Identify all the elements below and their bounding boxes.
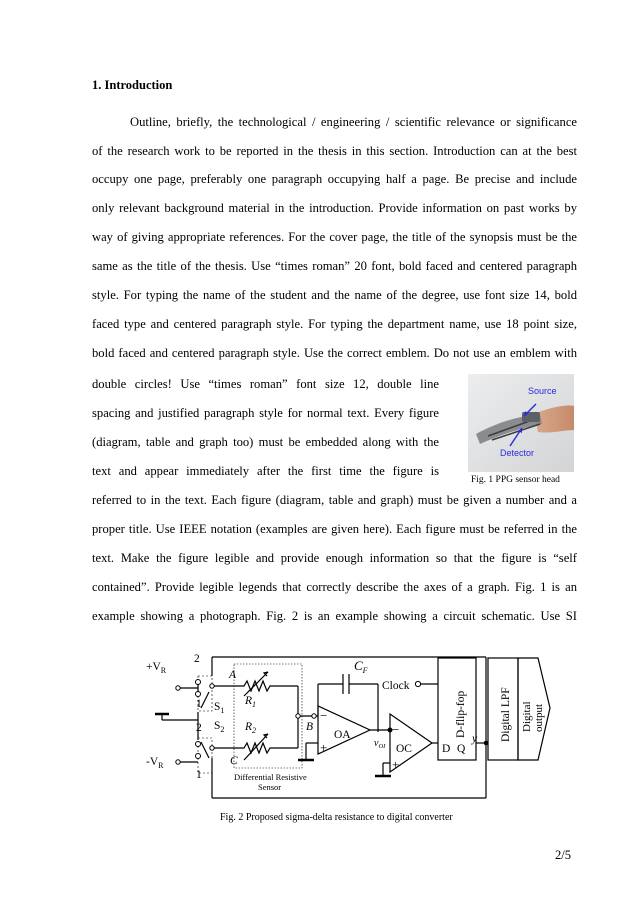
detector-label: Detector xyxy=(500,448,535,458)
section-heading: 1. Introduction xyxy=(92,78,173,92)
oc-minus: − xyxy=(392,722,400,737)
vo-label xyxy=(374,738,386,750)
vo-sub: OI xyxy=(378,743,386,750)
vr-minus-sub: R xyxy=(158,761,164,770)
paragraph-line: text. Make the figure legible and provide enough information so that the figure is “self xyxy=(92,551,577,565)
vr-plus-sub: R xyxy=(160,666,167,675)
lpf-label: Digital LPF xyxy=(500,687,512,742)
d-label: D xyxy=(442,743,451,755)
r2-sub: 2 xyxy=(252,726,257,735)
oc-plus: + xyxy=(392,757,400,772)
vr-minus-label xyxy=(146,756,164,770)
vr-plus-text: +V xyxy=(146,661,161,673)
source-label: Source xyxy=(528,386,557,396)
paragraph-line: way of giving appropriate references. For the cover page, the title of the synopsis must be the xyxy=(92,230,577,244)
dff-label: D-flip-fop xyxy=(455,690,467,738)
sensor-label-line1: Differential Resistive xyxy=(234,772,307,782)
figure2-caption: Fig. 2 Proposed sigma-delta resistance to digital converter xyxy=(220,812,453,823)
page-number: 2/5 xyxy=(555,848,572,862)
oa-plus: + xyxy=(320,740,328,755)
num-2-top: 2 xyxy=(194,653,200,665)
r1-sub: 1 xyxy=(252,700,257,709)
r1-text: R xyxy=(245,695,253,707)
s1-text: S xyxy=(214,701,221,713)
oc-label: OC xyxy=(396,743,412,755)
paragraph-line: same as the title of the thesis. Use “times roman” 20 font, bold faced and centered paragraph xyxy=(92,259,577,273)
r2-text: R xyxy=(245,721,253,733)
vr-minus-text: -V xyxy=(146,756,159,768)
paragraph-line: spacing and justified paragraph style for normal text. Every figure xyxy=(92,406,439,420)
figure1-caption: Fig. 1 PPG sensor head xyxy=(471,475,560,485)
clock-label: Clock xyxy=(382,680,410,692)
sensor-label-line2: Sensor xyxy=(258,782,282,792)
cf-label xyxy=(354,658,368,675)
vr-plus-label xyxy=(146,661,167,675)
r2-label xyxy=(244,721,256,735)
paragraph-line: (diagram, table and graph too) must be embedded along with the xyxy=(92,435,439,449)
s2-label xyxy=(214,720,224,734)
paragraph-line: text and appear immediately after the first time the figure is xyxy=(92,464,439,478)
paragraph-line: referred to in the text. Each figure (diagram, table and graph) must be given a number and a xyxy=(92,493,577,507)
paragraph-line: example showing a photograph. Fig. 2 is an example showing a circuit schematic. Use SI xyxy=(92,609,577,623)
y-label: y xyxy=(472,733,478,745)
output-label-line1: Digital xyxy=(521,701,533,732)
oa-label: OA xyxy=(334,729,351,741)
node-a-label: A xyxy=(229,669,237,681)
sigma-delta-circuit xyxy=(138,648,572,804)
paragraph-line: Outline, briefly, the technological / engineering / scientific relevance or significance xyxy=(130,115,577,129)
vo-text: v xyxy=(374,738,379,749)
s1-label xyxy=(214,701,224,715)
output-label-line2: output xyxy=(533,703,545,732)
num-1-s1: 1 xyxy=(196,698,202,710)
paragraph-line: contained”. Provide legible legends that correctly describe the axes of a graph. Fig. 1 is an xyxy=(92,580,577,594)
oa-minus: − xyxy=(320,708,328,723)
node-c-label: C xyxy=(230,755,238,767)
paragraph-line: bold faced and centered paragraph style. Use the correct emblem. Do not use an emblem with xyxy=(92,346,577,360)
paragraph-line: faced type and centered paragraph style. For typing the department name, use 18 point size, xyxy=(92,317,577,331)
paragraph-line: only relevant background material in the introduction. Provide information on past works by xyxy=(92,201,577,215)
cf-sub: F xyxy=(362,666,368,675)
s2-sub: 2 xyxy=(220,725,225,734)
s1-sub: 1 xyxy=(220,706,225,715)
node-b-label: B xyxy=(306,721,314,733)
paragraph-line: occupy one page, preferably one paragraph occupying half a page. Be precise and include xyxy=(92,172,577,186)
ppg-sensor-photo xyxy=(468,374,574,472)
paragraph-line: double circles! Use “times roman” font size 12, double line xyxy=(92,377,439,391)
cf-text: C xyxy=(354,658,363,673)
num-1-bottom: 1 xyxy=(196,769,202,781)
r1-label xyxy=(244,695,256,709)
num-2-s2: 2 xyxy=(196,722,202,734)
s2-text: S xyxy=(214,720,221,732)
paragraph-line: style. For typing the name of the student and the name of the degree, use font size 14, bold xyxy=(92,288,577,302)
paragraph-line: proper title. Use IEEE notation (examples are given here). Each figure must be referred in the xyxy=(92,522,577,536)
paragraph-line: of the research work to be reported in the thesis in this section. Introduction can at the best xyxy=(92,144,577,158)
q-label: Q xyxy=(457,743,466,755)
